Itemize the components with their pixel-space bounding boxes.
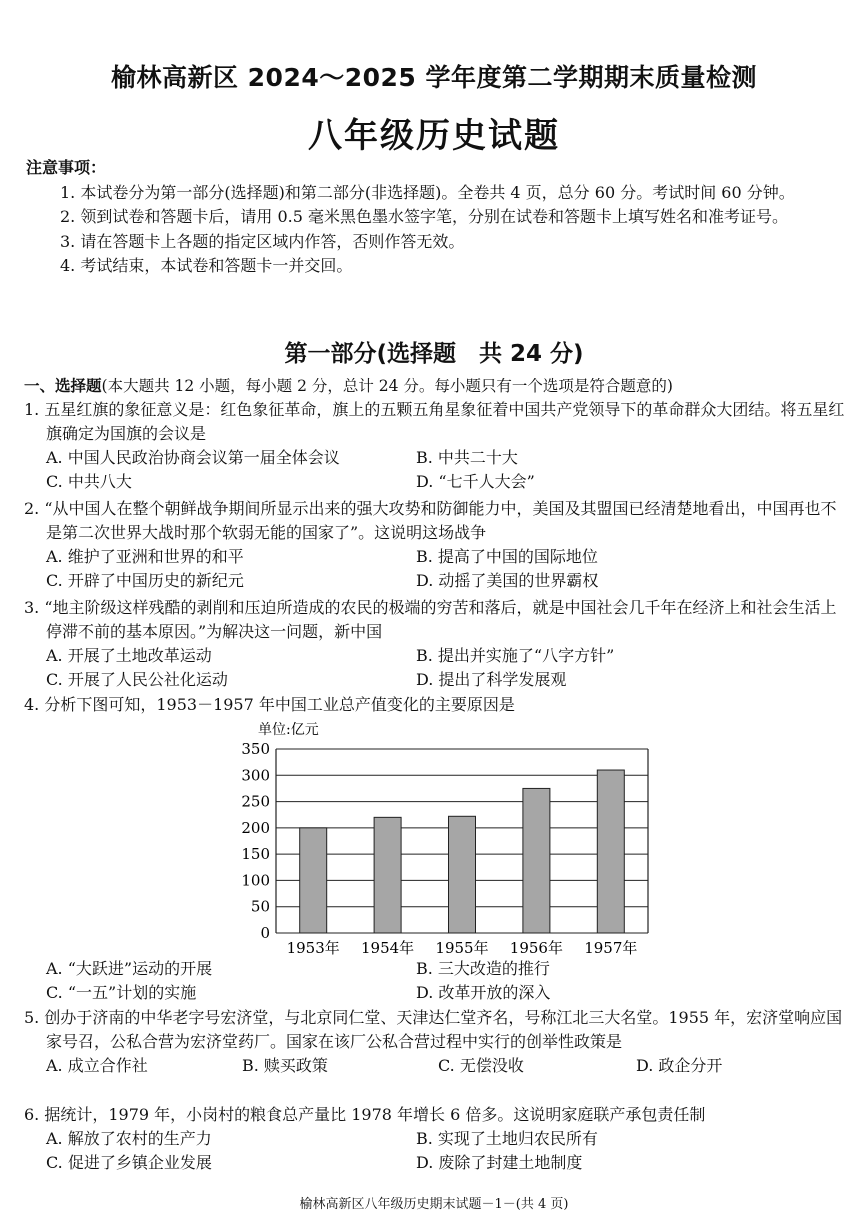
exam-title: 榆林高新区 2024～2025 学年度第二学期期末质量检测 (110, 63, 758, 92)
question-4-options (24, 957, 850, 1005)
question-stem: 6. 据统计，1979 年，小岗村的粮食总产量比 1978 年增长 6 倍多。这说明家庭联产承包责任制 (24, 1105, 706, 1124)
bar (597, 770, 624, 933)
x-tick-label: 1954年 (361, 939, 415, 956)
y-tick-label: 300 (241, 766, 270, 785)
notes-section (26, 156, 842, 279)
option-b: B. 三大改造的推行 (416, 959, 550, 978)
x-tick-label: 1953年 (286, 939, 340, 956)
option-b: B. 赎买政策 (242, 1056, 328, 1075)
question-stem: 5. 创办于济南的中华老字号宏济堂，与北京同仁堂、天津达仁堂齐名，号称江北三大名堂。1955 年，宏济堂响应国家号召，公私合营为宏济堂药厂。国家在该厂公私合营过程中实行的创举性政策是 (24, 1008, 843, 1051)
option-d: D. 动摇了美国的世界霸权 (416, 571, 599, 590)
industrial-output-bar-chart (236, 716, 656, 956)
y-tick-label: 0 (260, 924, 270, 942)
option-c: C. 开展了人民公社化运动 (46, 670, 228, 689)
option-d: D. 改革开放的深入 (416, 983, 551, 1002)
option-a: A. 成立合作社 (46, 1056, 148, 1075)
exam-subtitle: 八年级历史试题 (308, 116, 560, 156)
part-title: 第一部分(选择题 共 24 分) (284, 341, 584, 367)
option-b: B. 实现了土地归农民所有 (416, 1129, 598, 1148)
section-heading (24, 375, 854, 397)
bar (374, 817, 401, 933)
note-item: 2. 领到试卷和答题卡后，请用 0.5 毫米黑色墨水签字笔，分别在试卷和答题卡上填写姓名和准考证号。 (60, 207, 788, 226)
question-5 (24, 1006, 850, 1078)
question-stem: 1. 五星红旗的象征意义是：红色象征革命，旗上的五颗五角星象征着中国共产党领导下的革命群众大团结。将五星红旗确定为国旗的会议是 (24, 400, 845, 443)
section-label: 一、选择题 (24, 377, 102, 395)
option-c: C. 无偿没收 (438, 1056, 524, 1075)
x-tick-label: 1956年 (509, 939, 563, 956)
option-d: D. 政企分开 (636, 1056, 723, 1075)
option-c: C. 促进了乡镇企业发展 (46, 1153, 212, 1172)
y-tick-label: 150 (241, 845, 270, 864)
bar (300, 828, 327, 933)
option-a: A. “大跃进”运动的开展 (46, 959, 213, 978)
y-tick-label: 250 (241, 792, 270, 811)
option-b: B. 提出并实施了“八字方针” (416, 646, 615, 665)
question-4 (24, 693, 850, 717)
option-a: A. 开展了土地改革运动 (46, 646, 212, 665)
bar (449, 816, 476, 933)
chart-bars (300, 770, 625, 933)
option-d: D. 废除了封建土地制度 (416, 1153, 583, 1172)
x-tick-label: 1955年 (435, 939, 489, 956)
page-footer: 榆林高新区八年级历史期末试题－1－(共 4 页) (299, 1197, 569, 1212)
option-b: B. 提高了中国的国际地位 (416, 547, 598, 566)
y-tick-label: 100 (241, 871, 270, 890)
question-stem: 3. “地主阶级这样残酷的剥削和压迫所造成的农民的极端的穷苦和落后，就是中国社会几千年在经济上和社会生活上停滞不前的基本原因。”为解决这一问题，新中国 (24, 598, 837, 641)
chart-x-ticks (287, 939, 638, 956)
option-c: C. 开辟了中国历史的新纪元 (46, 571, 244, 590)
option-a: A. 中国人民政治协商会议第一届全体会议 (46, 448, 340, 467)
option-d: D. “七千人大会” (416, 472, 535, 491)
option-a: A. 维护了亚洲和世界的和平 (46, 547, 244, 566)
option-c: C. “一五”计划的实施 (46, 983, 197, 1002)
question-3 (24, 596, 850, 692)
section-note: (本大题共 12 小题，每小题 2 分，总计 24 分。每小题只有一个选项是符合题意的) (101, 377, 673, 395)
option-a: A. 解放了农村的生产力 (46, 1129, 212, 1148)
bar (523, 788, 550, 933)
chart-y-ticks (241, 740, 270, 942)
question-1 (24, 398, 850, 494)
question-stem: 2. “从中国人在整个朝鲜战争期间所显示出来的强大攻势和防御能力中，美国及其盟国已经清楚地看出，中国再也不是第二次世界大战时那个软弱无能的国家了”。这说明这场战争 (24, 499, 837, 542)
question-stem: 4. 分析下图可知，1953－1957 年中国工业总产值变化的主要原因是 (24, 695, 515, 714)
option-b: B. 中共二十大 (416, 448, 518, 467)
note-item: 1. 本试卷分为第一部分(选择题)和第二部分(非选择题)。全卷共 4 页，总分 60 分。考试时间 60 分钟。 (60, 182, 795, 202)
y-tick-label: 200 (241, 818, 270, 837)
option-c: C. 中共八大 (46, 472, 132, 491)
notes-heading: 注意事项： (26, 158, 107, 177)
x-tick-label: 1957年 (584, 939, 638, 956)
question-2 (24, 497, 850, 593)
option-d: D. 提出了科学发展观 (416, 670, 567, 689)
note-item: 4. 考试结束，本试卷和答题卡一并交回。 (60, 256, 353, 275)
y-tick-label: 50 (250, 897, 270, 916)
y-tick-label: 350 (241, 740, 270, 758)
note-item: 3. 请在答题卡上各题的指定区域内作答，否则作答无效。 (60, 231, 465, 251)
question-6 (24, 1103, 850, 1175)
chart-unit-label: 单位:亿元 (258, 722, 319, 738)
